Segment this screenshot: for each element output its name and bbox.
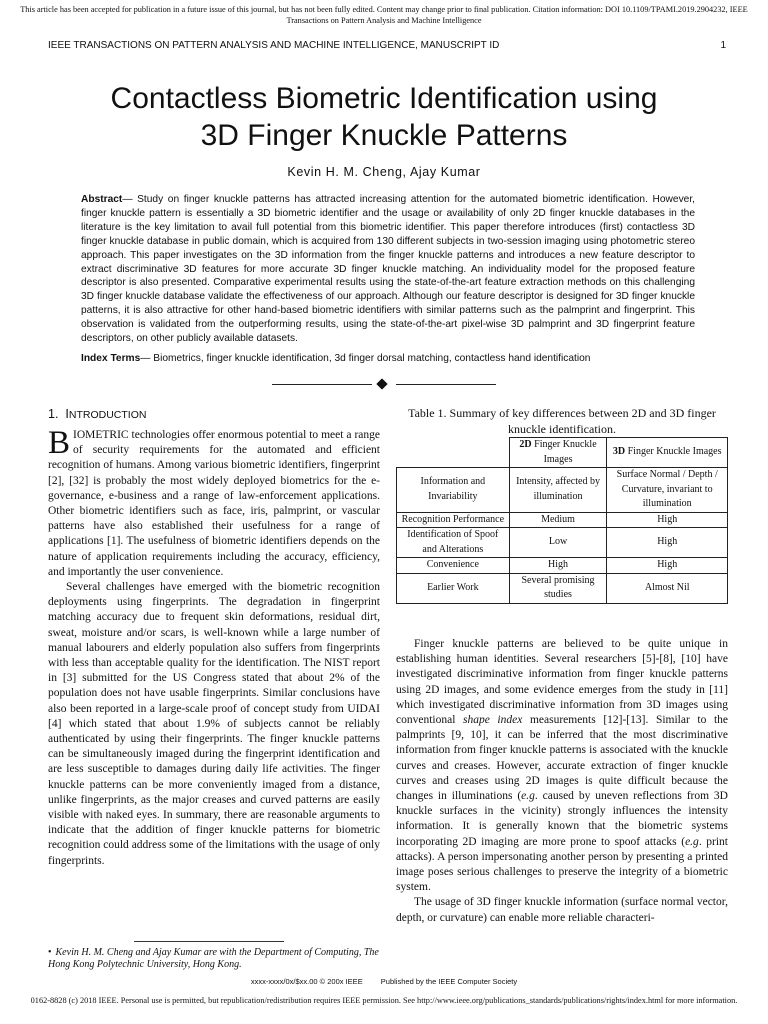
table-cell: Information and Invariability [397,468,510,513]
footnote-bullet: • [48,947,52,958]
emphasis-eg: e.g [521,790,535,803]
diamond-icon [376,378,387,389]
emphasis-shape-index: shape index [463,714,523,727]
header-text: Finger Knuckle Images [531,439,597,465]
body-text: measurements [12]-[13]. Similar to the palmprints [9, 10], it can be inferred that the most discriminative information from finger knuckle patterns is associated with the knuckle curves and creases. However, accurate extraction of finger knuckle curves and creases using 2D images is quite difficult because the changes in illuminations ( [396,714,728,803]
table-cell: Low [509,528,607,558]
paper-title [40,80,728,154]
table-row [397,468,728,513]
table-row [397,558,728,574]
table-header-row [397,438,728,468]
index-terms-label: Index Terms [81,353,141,364]
table-cell: High [607,528,728,558]
footnote-rule [134,941,284,942]
section-number: 1. [48,407,59,421]
table-caption: Table 1. Summary of key differences between 2D and 3D finger knuckle identification. [408,406,716,436]
page-number: 1 [720,40,726,51]
running-header [48,40,726,51]
journal-name: IEEE TRANSACTIONS ON PATTERN ANALYSIS AND MACHINE INTELLIGENCE, MANUSCRIPT ID [48,40,500,51]
footnote-text: Kevin H. M. Cheng and Ajay Kumar are with the Department of Computing, The Hong Kong Polytechnic University, Hong Kong. [48,947,379,971]
title-line-1: Contactless Biometric Identification using [110,82,658,115]
table-cell: Surface Normal / Depth / Curvature, invariant to illumination [607,468,728,513]
footer-publisher: Published by the IEEE Computer Society [380,977,518,986]
emphasis-eg: e.g [685,835,699,848]
journal-footer [0,977,768,986]
table-cell: Several promising studies [509,573,607,603]
abstract-label: Abstract [81,194,123,205]
authors: Kevin H. M. Cheng, Ajay Kumar [287,165,481,179]
table-cell: Identification of Spoof and Alterations [397,528,510,558]
table-cell: High [607,512,728,528]
copyright-notice: 0162-8828 (c) 2018 IEEE. Personal use is permitted, but republication/redistribution requires IEEE permission. See http://www.ieee.org/publications_standards/publications/rights/index.html for more information. [30,996,738,1005]
footer-issn: xxxx-xxxx/0x/$xx.00 © 200x IEEE [250,977,363,986]
table-header-cell [397,438,510,468]
section-separator [272,378,496,392]
table-row [397,573,728,603]
index-terms-dash: — [140,353,151,364]
index-terms-text: Biometrics, finger knuckle identification, 3d finger dorsal matching, contactless hand identification [150,353,591,364]
section-title-initial: I [65,407,69,421]
body-paragraph-1 [396,637,728,895]
separator-line-left [272,384,372,385]
table-cell: High [509,558,607,574]
table-header-cell [607,438,728,468]
abstract-dash: — [122,194,133,205]
section-title-rest: NTRODUCTION [68,409,147,421]
table-cell: Almost Nil [607,573,728,603]
right-column-text [396,637,728,926]
body-text: . caused by uneven reflections from 3D knuckle surfaces in the vicinity) strongly influences the intensity information. It is generally known that the biometric systems incorporating 2D imaging are more prone to spoof attacks ( [396,790,728,848]
table-cell: Earlier Work [397,573,510,603]
separator-line-right [396,384,496,385]
title-line-2: 3D Finger Knuckle Patterns [200,119,568,152]
publication-notice: This article has been accepted for publication in a future issue of this journal, but has not been fully edited. Content may change prior to final publication. Citation information: DOI 10.1109/TPAMI.2019.2904232, IEEE Transactions on Pattern Analysis and Machine Intelligence [20,5,748,25]
index-terms [81,353,695,364]
header-bold: 2D [519,439,532,450]
author-footnote [48,947,380,972]
table-cell: Medium [509,512,607,528]
header-bold: 3D [612,446,626,458]
intro-paragraph-1 [48,425,380,580]
table-cell: High [607,558,728,574]
table-cell: Recognition Performance [397,512,510,528]
comparison-table [396,437,728,604]
intro-p1-text: technologies offer enormous potential to meet a range of security requirements for the automated and efficient recognition of humans. Among various biometric identifiers, fingerprint [2], [32] is probably the most widely deployed biometrics for the e-governance, e-business and a range of law-enforcement applications. Other biometric identifiers such as face, iris, palmprint, or vascular patterns have also established their usefulness for a range of applications [1]. The usefulness of biometric identifiers depends on the nature of application requirements including the accuracy, efficiency, and importantly the user convenience. [48,429,380,578]
table-header-cell [509,438,607,468]
intro-capword: IOMETRIC [73,429,129,441]
table-row [397,512,728,528]
section-heading [48,407,146,421]
table-cell: Intensity, affected by illumination [509,468,607,513]
body-text: Finger knuckle patterns are believed to be quite unique in establishing human identities. Several researchers [5]-[8], [10] have investigated discriminative information from finger knuckle patterns using 2D images, and some evidence emerges from the study in [11] which investigated discriminative information from 3D images using conventional [396,638,728,727]
intro-paragraph-2: Several challenges have emerged with the biometric recognition deployments using fingerprints. The degradation in fingerprint matching accuracy due to frequent skin deformations, residual dirt, sweat, moisture and/or scars, is well-known while a large number of manual labourers and elderly population also suffers from fingerprints with less than acceptable quality for the identification. The NIST report in [3] submitted for the US Congress stated that about 2% of the population does not have usable fingerprints. Similar conclusions have also been reported in a large-scale proof of concept study from UIDAI [4] which stated that about 1.9% of subjects cannot be reliably authenticated by using their fingerprints. The finger knuckle patterns can be simultaneously imaged during the fingerprint identification and are less susceptible to damages during daily life activities. The finger knuckle patterns can be more conveniently imaged from a distance, unlike fingerprints, as the major creases and curved patterns are easily visible with naked eyes. In summary, there are reasonable arguments to indicate that the addition of finger knuckle patterns for biometric recognition could address some of the limitations with the usage of only fingerprints. [48,581,380,867]
header-text: Finger Knuckle Images [625,446,722,458]
table-cell: Convenience [397,558,510,574]
body-text: . print attacks). A person impersonating another person by presenting a printed image poses serious challenges to preserve the integrity of a biometric system. [396,835,728,894]
table-row [397,528,728,558]
abstract-text: Study on finger knuckle patterns has attracted increasing attention for the automated biometric identification. However, finger knuckle pattern is essentially a 3D biometric identifier and the usage or availability of only 2D finger knuckle databases in the literature is the key limitation to avail full potential from this biometric identifier. This paper therefore introduces (first) contactless 3D finger knuckle database in public domain, which is acquired from 130 different subjects in two-session imaging using photometric stereo approach. This paper investigates on the 3D information from the finger knuckle patterns and introduces a new feature descriptor to extract discriminative 3D features for more accurate 3D finger knuckle matching. An individuality model for the proposed feature descriptor is also presented. Comparative experimental results using the state-of-the-art feature extraction methods on this challenging 3D finger knuckle database validate the effectiveness of our approach. Although our feature descriptor is designed for 3D finger knuckle patterns, it is also attractive for other hand-based biometric identifiers with similar patterns such as the palmprint and fingerprint. This observation is validated from the outperforming results, using the state-of-the-art pixel-wise 3D palmprint and 3D fingerprint feature descriptors, on other publicly available datasets. [81,194,695,345]
intro-column [48,425,380,869]
drop-cap: B [48,425,71,461]
body-paragraph-2: The usage of 3D finger knuckle information (surface normal vector, depth, or curvature) can enable more reliable characteri- [396,896,728,924]
abstract [81,193,695,346]
